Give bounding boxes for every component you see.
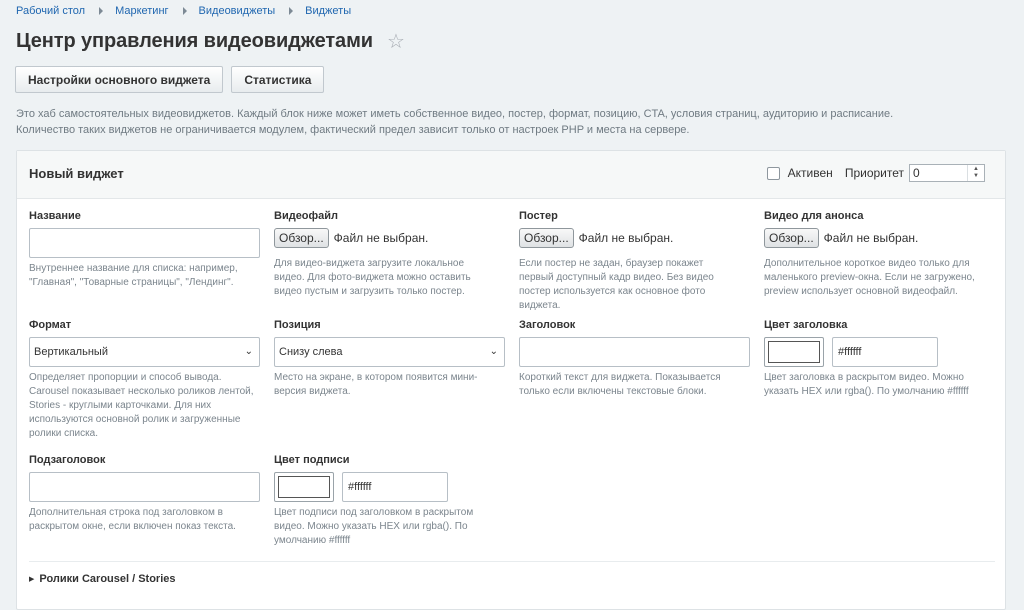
priority-input[interactable] <box>909 164 985 182</box>
heading-help: Короткий текст для виджета. Показывается только если включены текстовые блоки. <box>519 372 721 397</box>
heading-color-swatch[interactable] <box>764 337 824 367</box>
widget-title: Новый виджет <box>29 166 124 181</box>
chevron-down-icon: ⌄ <box>244 346 253 357</box>
active-checkbox[interactable] <box>767 167 780 180</box>
heading-color-label: Цвет заголовка <box>764 319 848 331</box>
subheading-label: Подзаголовок <box>29 454 106 466</box>
poster-label: Постер <box>519 210 558 222</box>
position-selected: Снизу слева <box>279 346 343 358</box>
poster-status: Файл не выбран. <box>578 231 674 245</box>
breadcrumb <box>16 5 351 17</box>
videofile-help: Для видео-виджета загрузите локальное видео. Для фото-виджета можно оставить видео пустым и загрузить только постер. <box>274 258 471 297</box>
widget-panel <box>16 150 1006 610</box>
top-buttons <box>15 66 332 93</box>
heading-input[interactable] <box>519 337 750 367</box>
field-format <box>29 319 264 441</box>
caption-color-swatch[interactable] <box>274 472 334 502</box>
preview-video-label: Видео для анонса <box>764 210 864 222</box>
main-widget-settings-button[interactable]: Настройки основного виджета <box>15 66 223 93</box>
poster-browse-button[interactable]: Обзор... <box>519 228 574 248</box>
breadcrumb-widgets[interactable]: Виджеты <box>305 5 352 17</box>
format-selected: Вертикальный <box>34 346 108 358</box>
breadcrumb-separator-icon <box>289 7 293 15</box>
preview-video-help: Дополнительное короткое видео только для маленького preview-окна. Если не загружено, preview использует основной видеофайл. <box>764 258 975 297</box>
position-select[interactable] <box>274 337 505 367</box>
heading-color-row <box>764 337 994 367</box>
page-title: Центр управления видеовиджетами <box>16 30 373 52</box>
caption-color-row <box>274 472 499 502</box>
triangle-right-icon: ▶ <box>29 576 35 583</box>
field-preview-video <box>764 210 994 299</box>
field-poster <box>519 210 739 313</box>
priority-label: Приоритет <box>844 166 904 180</box>
name-input[interactable] <box>29 228 260 258</box>
field-heading-color <box>764 319 994 399</box>
field-position <box>274 319 509 399</box>
field-caption-color <box>274 454 499 548</box>
chevron-down-icon: ⌄ <box>489 346 498 357</box>
intro-text <box>16 106 1006 138</box>
caption-color-input[interactable]: #ffffff <box>342 472 448 502</box>
breadcrumb-marketing[interactable]: Маркетинг <box>115 5 169 17</box>
subheading-input[interactable] <box>29 472 260 502</box>
active-label: Активен <box>787 166 833 180</box>
intro-line-2: Количество таких виджетов не ограничивается модулем, фактический предел зависит только от настроек PHP и места на сервере. <box>16 124 690 136</box>
poster-help: Если постер не задан, браузер покажет первый доступный кадр видео. Без видео постер используется как основное фото виджета. <box>519 258 714 311</box>
field-subheading <box>29 454 264 534</box>
breadcrumb-desktop[interactable]: Рабочий стол <box>16 5 86 17</box>
priority-value: 0 <box>913 166 920 180</box>
breadcrumb-videowidgets[interactable]: Видеовиджеты <box>198 5 276 17</box>
format-help: Определяет пропорции и способ вывода. Carousel показывает несколько роликов лентой, Stories - круглыми карточками. Для них используются основной ролик и загруженные ролики списка. <box>29 372 254 439</box>
subheading-help: Дополнительная строка под заголовком в раскрытом окне, если включен показ текста. <box>29 507 236 532</box>
name-help: Внутреннее название для списка: например, "Главная", "Товарные страницы", "Лендинг". <box>29 263 238 288</box>
carousel-section-toggle[interactable] <box>29 573 176 585</box>
caption-color-help: Цвет подписи под заголовком в раскрытом видео. Можно указать HEX или rgba(). По умолчанию #ffffff <box>274 507 474 546</box>
breadcrumb-separator-icon <box>183 7 187 15</box>
poster-picker <box>519 228 739 248</box>
preview-video-picker <box>764 228 994 248</box>
videofile-browse-button[interactable]: Обзор... <box>274 228 329 248</box>
widget-header-controls <box>767 164 985 182</box>
star-icon[interactable]: ☆ <box>386 30 405 53</box>
videofile-status: Файл не выбран. <box>333 231 429 245</box>
field-heading <box>519 319 754 399</box>
carousel-section-label: Ролики Carousel / Stories <box>39 573 176 585</box>
videofile-label: Видеофайл <box>274 210 339 222</box>
field-videofile <box>274 210 494 299</box>
section-divider <box>29 561 995 562</box>
field-name <box>29 210 264 290</box>
format-label: Формат <box>29 319 72 331</box>
name-label: Название <box>29 210 81 222</box>
spinner-icon[interactable]: ▲ ▼ <box>967 165 984 181</box>
preview-video-status: Файл не выбран. <box>823 231 919 245</box>
heading-color-input[interactable]: #ffffff <box>832 337 938 367</box>
position-help: Место на экране, в котором появится мини-версия виджета. <box>274 372 478 397</box>
heading-color-help: Цвет заголовка в раскрытом видео. Можно указать HEX или rgba(). По умолчанию #ffffff <box>764 372 969 397</box>
widget-panel-header <box>17 151 1005 199</box>
title-row <box>16 30 405 53</box>
statistics-button[interactable]: Статистика <box>231 66 324 93</box>
position-label: Позиция <box>274 319 321 331</box>
intro-line-1: Это хаб самостоятельных видеовиджетов. Каждый блок ниже может иметь собственное видео, постер, формат, позицию, CTA, условия страниц, аудиторию и расписание. <box>16 108 894 120</box>
format-select[interactable] <box>29 337 260 367</box>
breadcrumb-separator-icon <box>99 7 103 15</box>
caption-color-label: Цвет подписи <box>274 454 350 466</box>
heading-label: Заголовок <box>519 319 576 331</box>
videofile-picker <box>274 228 494 248</box>
preview-video-browse-button[interactable]: Обзор... <box>764 228 819 248</box>
